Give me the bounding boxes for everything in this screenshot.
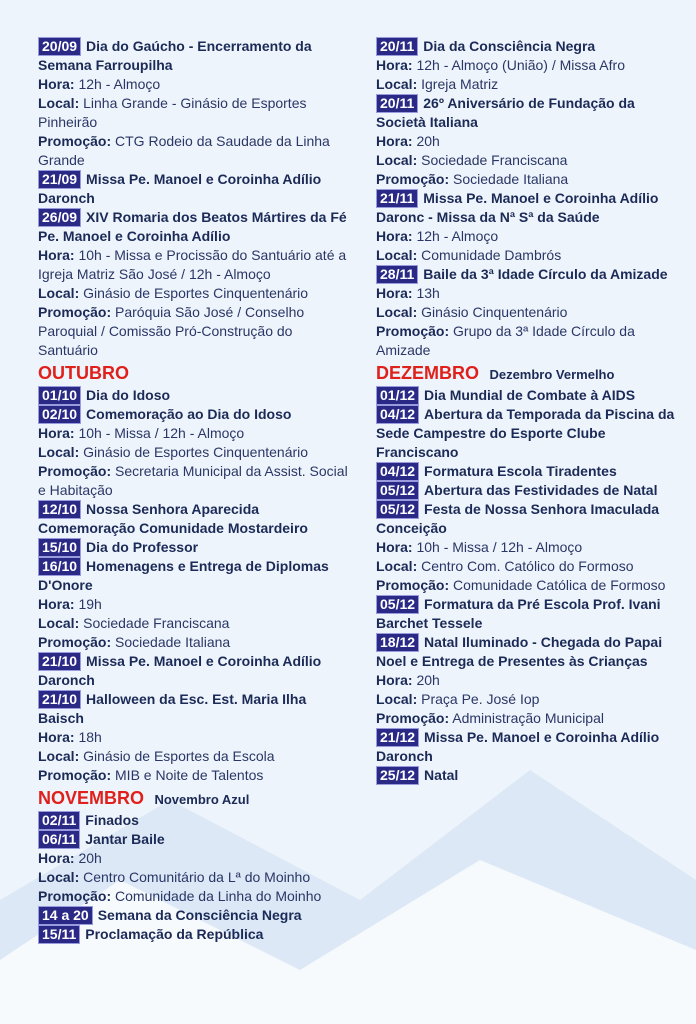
event-detail <box>38 887 354 906</box>
detail-label: Local: <box>38 444 80 460</box>
event-title: Dia da Consciência Negra <box>423 38 596 54</box>
detail-value: 12h - Almoço (União) / Missa Afro <box>416 57 625 73</box>
event-title: Halloween da Esc. Est. Maria Ilha Baisch <box>38 691 307 726</box>
event-title: Dia do Idoso <box>86 387 171 403</box>
event-item <box>376 481 680 500</box>
date-badge: 05/12 <box>376 500 419 519</box>
detail-label: Hora: <box>376 672 413 688</box>
month-dezembro <box>376 362 680 386</box>
event-item <box>376 386 680 405</box>
detail-label: Local: <box>376 76 418 92</box>
detail-value: 12h - Almoço <box>416 228 499 244</box>
detail-value: 10h - Missa e Procissão do Santuário até a Igreja Matriz São José / 12h - Almoço <box>38 247 347 282</box>
detail-value: 12h - Almoço <box>78 76 161 92</box>
event-item <box>376 94 680 189</box>
date-badge: 20/09 <box>38 37 81 56</box>
detail-label: Promoção: <box>376 171 450 187</box>
event-detail <box>376 151 680 170</box>
detail-label: Local: <box>376 247 418 263</box>
event-item <box>376 405 680 462</box>
date-badge: 15/10 <box>38 538 81 557</box>
detail-label: Hora: <box>376 133 413 149</box>
event-detail <box>376 690 680 709</box>
event-title: Natal <box>424 767 459 783</box>
date-badge: 12/10 <box>38 500 81 519</box>
event-heading <box>38 208 354 246</box>
detail-label: Hora: <box>376 228 413 244</box>
event-title: Proclamação da República <box>85 926 264 942</box>
event-heading <box>38 690 354 728</box>
detail-value: Secretaria Municipal da Assist. Social e Habitação <box>38 463 348 498</box>
detail-label: Local: <box>38 615 80 631</box>
date-badge: 26/09 <box>38 208 81 227</box>
event-heading <box>38 557 354 595</box>
event-item <box>376 462 680 481</box>
detail-value: Igreja Matriz <box>421 76 499 92</box>
event-detail <box>376 56 680 75</box>
event-heading <box>376 386 680 405</box>
date-badge: 25/12 <box>376 766 419 785</box>
event-title: Dia Mundial de Combate à AIDS <box>424 387 636 403</box>
detail-value: Centro Com. Católico do Formoso <box>421 558 634 574</box>
month-subtitle: Novembro Azul <box>154 792 250 807</box>
detail-label: Hora: <box>376 57 413 73</box>
event-title: Missa Pe. Manoel e Coroinha Adílio Daronch <box>376 729 660 764</box>
detail-label: Promoção: <box>38 463 112 479</box>
detail-value: Sociedade Italiana <box>453 171 569 187</box>
event-title: Formatura da Pré Escola Prof. Ivani Barchet Tessele <box>376 596 661 631</box>
event-detail <box>376 576 680 595</box>
event-detail <box>38 595 354 614</box>
detail-value: Ginásio Cinquentenário <box>421 304 568 320</box>
event-heading <box>38 811 354 830</box>
event-item <box>38 538 354 557</box>
event-heading <box>376 189 680 227</box>
event-title: Baile da 3ª Idade Círculo da Amizade <box>423 266 668 282</box>
event-item <box>376 265 680 360</box>
detail-label: Local: <box>376 691 418 707</box>
detail-label: Hora: <box>376 539 413 555</box>
event-title: Missa Pe. Manoel e Coroinha Adílio Daronc - Missa da Nª Sª da Saúde <box>376 190 659 225</box>
outubro-events <box>38 386 354 785</box>
event-detail <box>38 868 354 887</box>
detail-value: Sociedade Italiana <box>115 634 231 650</box>
date-badge: 21/10 <box>38 690 81 709</box>
event-detail <box>376 246 680 265</box>
event-detail <box>38 614 354 633</box>
event-item <box>376 633 680 728</box>
event-title: Abertura da Temporada da Piscina da Sede Campestre do Esporte Clube Franciscano <box>376 406 675 460</box>
event-detail <box>38 303 354 360</box>
event-item <box>376 500 680 595</box>
month-title: NOVEMBRO <box>38 788 145 808</box>
detail-value: Ginásio de Esportes Cinquentenário <box>83 285 309 301</box>
event-title: Homenagens e Entrega de Diplomas D'Onore <box>38 558 329 593</box>
event-heading <box>38 386 354 405</box>
month-novembro <box>38 787 354 811</box>
event-heading <box>38 405 354 424</box>
date-badge: 05/12 <box>376 481 419 500</box>
detail-value: Comunidade Católica de Formoso <box>453 577 666 593</box>
event-detail <box>38 849 354 868</box>
event-heading <box>376 595 680 633</box>
detail-label: Promoção: <box>38 767 112 783</box>
event-heading <box>376 481 680 500</box>
event-title: Nossa Senhora Aparecida Comemoração Comunidade Mostardeiro <box>38 501 308 536</box>
event-item <box>38 557 354 652</box>
detail-label: Local: <box>38 285 80 301</box>
detail-value: Linha Grande - Ginásio de Esportes Pinheirão <box>38 95 307 130</box>
detail-value: 20h <box>78 850 102 866</box>
event-detail <box>376 75 680 94</box>
date-badge: 20/11 <box>376 37 418 56</box>
detail-label: Promoção: <box>376 577 450 593</box>
date-badge: 20/11 <box>376 94 418 113</box>
event-heading <box>38 830 354 849</box>
detail-label: Hora: <box>38 425 75 441</box>
event-title: Missa Pe. Manoel e Coroinha Adílio Daronch <box>38 171 322 206</box>
detail-value: Grupo da 3ª Idade Círculo da Amizade <box>376 323 635 358</box>
event-detail <box>376 709 680 728</box>
detail-label: Hora: <box>38 596 75 612</box>
event-heading <box>376 37 680 56</box>
date-badge: 05/12 <box>376 595 419 614</box>
date-badge: 28/11 <box>376 265 418 284</box>
event-detail <box>376 671 680 690</box>
event-heading <box>376 462 680 481</box>
event-detail <box>38 462 354 500</box>
novembro-events-left <box>38 811 354 944</box>
event-heading <box>376 766 680 785</box>
event-detail <box>376 284 680 303</box>
date-badge: 16/10 <box>38 557 81 576</box>
left-column <box>38 37 354 944</box>
detail-label: Promoção: <box>38 888 112 904</box>
detail-label: Local: <box>38 748 80 764</box>
event-detail <box>38 246 354 284</box>
detail-label: Promoção: <box>38 634 112 650</box>
event-detail <box>38 284 354 303</box>
event-heading <box>38 906 354 925</box>
event-item <box>38 386 354 405</box>
event-detail <box>38 132 354 170</box>
detail-value: CTG Rodeio da Saudade da Linha Grande <box>38 133 330 168</box>
event-item <box>376 595 680 633</box>
event-item <box>38 208 354 360</box>
event-item <box>38 906 354 925</box>
date-badge: 21/09 <box>38 170 81 189</box>
event-detail <box>376 303 680 322</box>
event-heading <box>376 633 680 671</box>
event-detail <box>38 766 354 785</box>
detail-value: Sociedade Franciscana <box>421 152 568 168</box>
month-title: DEZEMBRO <box>376 363 479 383</box>
detail-label: Hora: <box>38 247 75 263</box>
detail-value: MIB e Noite de Talentos <box>115 767 264 783</box>
detail-label: Hora: <box>38 850 75 866</box>
detail-value: Comunidade da Linha do Moinho <box>115 888 322 904</box>
event-title: Dia do Professor <box>86 539 199 555</box>
event-detail <box>38 728 354 747</box>
detail-value: Praça Pe. José Iop <box>421 691 540 707</box>
date-badge: 02/11 <box>38 811 80 830</box>
detail-value: Centro Comunitário da Lª do Moinho <box>83 869 311 885</box>
event-detail <box>376 227 680 246</box>
event-item <box>38 405 354 500</box>
event-item <box>376 37 680 94</box>
event-title: Semana da Consciência Negra <box>97 907 302 923</box>
detail-label: Promoção: <box>376 710 450 726</box>
detail-label: Local: <box>376 152 418 168</box>
event-title: Finados <box>85 812 139 828</box>
detail-label: Promoção: <box>38 304 112 320</box>
event-item <box>376 766 680 785</box>
date-badge: 21/11 <box>376 189 418 208</box>
event-title: Comemoração ao Dia do Idoso <box>86 406 292 422</box>
event-heading <box>376 94 680 132</box>
event-detail <box>38 424 354 443</box>
event-heading <box>376 265 680 284</box>
detail-value: Ginásio de Esportes Cinquentenário <box>83 444 309 460</box>
detail-label: Local: <box>38 869 80 885</box>
detail-value: Paróquia São José / Conselho Paroquial / Comissão Pró-Construção do Santuário <box>38 304 305 358</box>
detail-label: Hora: <box>38 76 75 92</box>
date-badge: 06/11 <box>38 830 80 849</box>
setembro-events <box>38 37 354 360</box>
event-title: Formatura Escola Tiradentes <box>424 463 617 479</box>
event-heading <box>38 652 354 690</box>
date-badge: 15/11 <box>38 925 80 944</box>
event-detail <box>376 170 680 189</box>
event-detail <box>376 132 680 151</box>
event-item <box>38 170 354 208</box>
event-item <box>376 189 680 265</box>
detail-value: 10h - Missa / 12h - Almoço <box>78 425 245 441</box>
detail-label: Local: <box>38 95 80 111</box>
detail-label: Local: <box>376 304 418 320</box>
detail-label: Promoção: <box>376 323 450 339</box>
event-heading <box>376 500 680 538</box>
event-title: Dia do Gaúcho - Encerramento da Semana Farroupilha <box>38 38 312 73</box>
event-detail <box>38 633 354 652</box>
event-heading <box>376 405 680 462</box>
detail-label: Local: <box>376 558 418 574</box>
detail-value: 19h <box>78 596 102 612</box>
event-detail <box>376 322 680 360</box>
right-column <box>376 37 680 785</box>
date-badge: 04/12 <box>376 405 419 424</box>
event-title: XIV Romaria dos Beatos Mártires da Fé Pe. Manoel e Coroinha Adílio <box>38 209 347 244</box>
event-detail <box>376 557 680 576</box>
event-detail <box>38 94 354 132</box>
event-item <box>38 811 354 830</box>
dezembro-events <box>376 386 680 785</box>
event-heading <box>38 538 354 557</box>
event-title: Natal Iluminado - Chegada do Papai Noel e Entrega de Presentes às Crianças <box>376 634 663 669</box>
event-item <box>38 690 354 785</box>
novembro-events-right <box>376 37 680 360</box>
detail-value: Comunidade Dambrós <box>421 247 562 263</box>
date-badge: 01/12 <box>376 386 419 405</box>
event-detail <box>38 443 354 462</box>
date-badge: 14 a 20 <box>38 906 93 925</box>
detail-label: Hora: <box>38 729 75 745</box>
detail-value: 10h - Missa / 12h - Almoço <box>416 539 583 555</box>
event-title: Missa Pe. Manoel e Coroinha Adílio Daronch <box>38 653 322 688</box>
month-outubro <box>38 362 354 386</box>
month-title: OUTUBRO <box>38 363 129 383</box>
event-heading <box>38 170 354 208</box>
event-item <box>38 652 354 690</box>
event-heading <box>38 37 354 75</box>
event-item <box>38 500 354 538</box>
date-badge: 21/10 <box>38 652 81 671</box>
date-badge: 18/12 <box>376 633 419 652</box>
event-heading <box>38 925 354 944</box>
detail-label: Hora: <box>376 285 413 301</box>
detail-value: 13h <box>416 285 440 301</box>
event-item <box>38 37 354 170</box>
event-heading <box>38 500 354 538</box>
event-title: Abertura das Festividades de Natal <box>424 482 658 498</box>
event-detail <box>38 747 354 766</box>
date-badge: 02/10 <box>38 405 81 424</box>
date-badge: 01/10 <box>38 386 81 405</box>
event-item <box>376 728 680 766</box>
detail-value: Sociedade Franciscana <box>83 615 230 631</box>
detail-value: Administração Municipal <box>452 710 604 726</box>
event-item <box>38 925 354 944</box>
detail-value: 18h <box>78 729 102 745</box>
detail-value: 20h <box>416 133 440 149</box>
month-subtitle: Dezembro Vermelho <box>489 367 615 382</box>
event-heading <box>376 728 680 766</box>
event-detail <box>376 538 680 557</box>
detail-value: 20h <box>416 672 440 688</box>
event-title: Jantar Baile <box>85 831 165 847</box>
date-badge: 21/12 <box>376 728 419 747</box>
detail-value: Ginásio de Esportes da Escola <box>83 748 275 764</box>
event-title: Festa de Nossa Senhora Imaculada Conceição <box>376 501 660 536</box>
event-item <box>38 830 354 906</box>
date-badge: 04/12 <box>376 462 419 481</box>
detail-label: Promoção: <box>38 133 112 149</box>
event-title: 26º Aniversário de Fundação da Società Italiana <box>376 95 635 130</box>
event-detail <box>38 75 354 94</box>
